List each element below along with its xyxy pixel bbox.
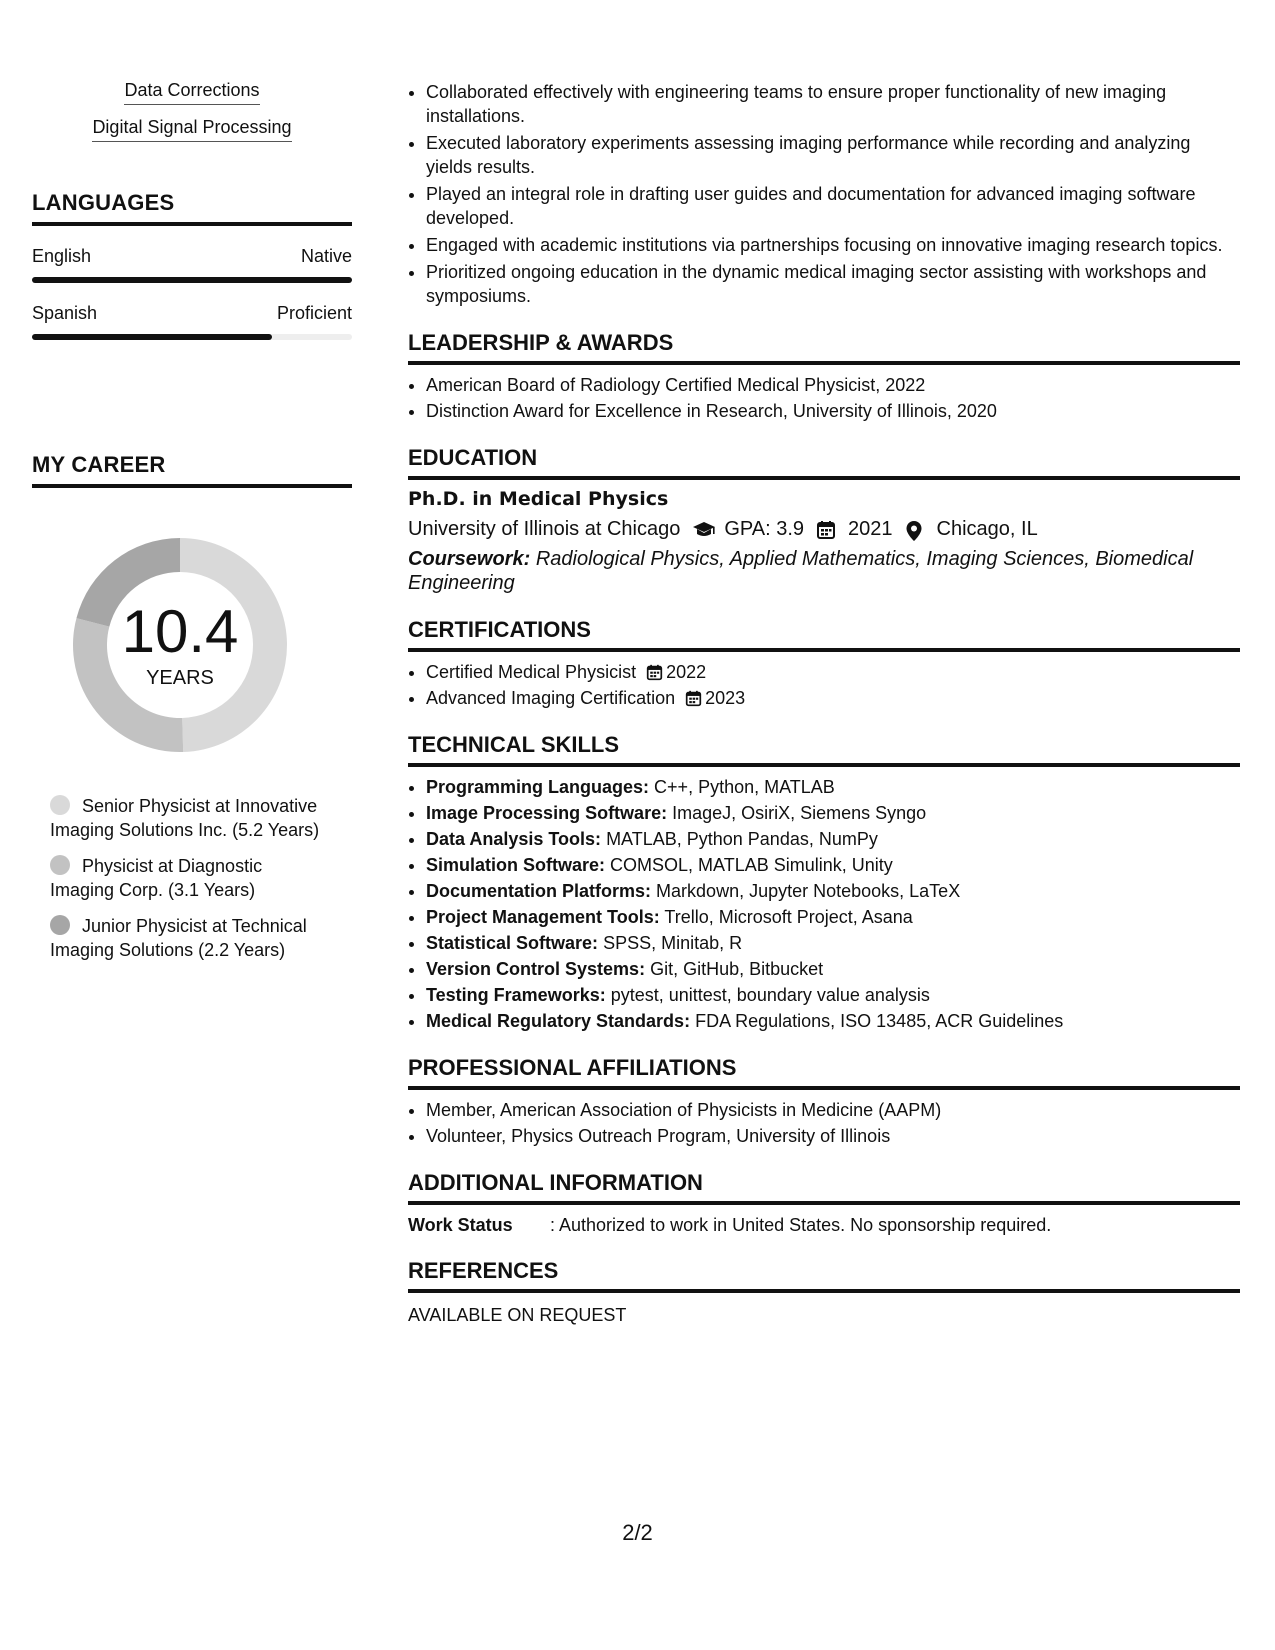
certification-item: [426, 660, 1240, 684]
skill-values: pytest, unittest, boundary value analysis: [610, 985, 930, 1005]
gpa: GPA: 3.9: [724, 518, 805, 540]
school-location: Chicago, IL: [936, 518, 1038, 540]
award-item: • Distinction Award for Excellence in Research, University of Illinois, 2020: [426, 399, 1240, 423]
technical-skill-item: [426, 905, 1240, 929]
technical-skill-item: [426, 1009, 1240, 1033]
career-legend-item: [50, 914, 330, 962]
skill-category: Medical Regulatory Standards:: [426, 1011, 691, 1031]
legend-swatch: [50, 855, 70, 875]
calendar-icon: [816, 520, 838, 540]
career-role-label: Senior Physicist at Innovative Imaging Solutions Inc. (5.2 Years): [50, 796, 320, 840]
skill-values: MATLAB, Python Pandas, NumPy: [606, 829, 878, 849]
right-column: [408, 80, 1240, 1326]
technical-skill-item: [426, 983, 1240, 1007]
skill-category: Version Control Systems:: [426, 959, 646, 979]
language-level-fill: [32, 277, 352, 283]
language-level-bar: [32, 334, 352, 340]
skill-values: Git, GitHub, Bitbucket: [650, 959, 824, 979]
languages-list: [32, 246, 352, 340]
technical-skill-item: [426, 957, 1240, 981]
language-level: Native: [300, 246, 352, 266]
career-total-unit: YEARS: [146, 666, 214, 689]
skill-values: COMSOL, MATLAB Simulink, Unity: [610, 855, 893, 875]
skill-tag: Data Corrections: [124, 80, 259, 105]
language-name: English: [32, 246, 92, 266]
technical-skill-item: [426, 853, 1240, 877]
languages-section: [32, 190, 352, 340]
references-text: AVAILABLE ON REQUEST: [408, 1305, 627, 1325]
legend-swatch: [50, 915, 70, 935]
skill-category: Project Management Tools:: [426, 907, 660, 927]
page-number: 2/2: [622, 1520, 653, 1545]
affiliations-heading: PROFESSIONAL AFFILIATIONS: [408, 1055, 1240, 1090]
affiliation-item: • Member, American Association of Physicists in Medicine (AAPM): [426, 1098, 1240, 1122]
certification-year: 2023: [705, 688, 746, 708]
coursework: [408, 547, 1240, 595]
skill-tag: Digital Signal Processing: [92, 117, 291, 142]
affiliations-list: [408, 1098, 1240, 1148]
work-status-row: [408, 1215, 1240, 1236]
language-level-fill: [32, 334, 272, 340]
certifications-list: [408, 660, 1240, 710]
language-level: Proficient: [276, 303, 352, 323]
additional-info-heading: ADDITIONAL INFORMATION: [408, 1170, 1240, 1205]
technical-skill-item: [426, 931, 1240, 955]
technical-skill-item: [426, 879, 1240, 903]
certification-year: 2022: [666, 662, 707, 682]
skill-category: Simulation Software:: [426, 855, 606, 875]
work-status-value: : Authorized to work in United States. No sponsorship required.: [550, 1215, 1052, 1235]
language-row: [32, 246, 352, 267]
technical-skill-item: [426, 827, 1240, 851]
language-level-bar: [32, 277, 352, 283]
technical-skills-heading: TECHNICAL SKILLS: [408, 732, 1240, 767]
certifications-heading: CERTIFICATIONS: [408, 617, 1240, 652]
leadership-heading: LEADERSHIP & AWARDS: [408, 330, 1240, 365]
skill-values: Markdown, Jupyter Notebooks, LaTeX: [656, 881, 961, 901]
award-item: • American Board of Radiology Certified Medical Physicist, 2022: [426, 373, 1240, 397]
experience-bullet: • Played an integral role in drafting user guides and documentation for advanced imaging software developed.: [426, 182, 1240, 230]
skill-category: Programming Languages:: [426, 777, 650, 797]
leadership-list: [408, 373, 1240, 423]
legend-swatch: [50, 795, 70, 815]
graduation-year: 2021: [848, 518, 893, 540]
technical-skill-item: [426, 801, 1240, 825]
certification-name: Advanced Imaging Certification: [426, 688, 676, 708]
coursework-list: Radiological Physics, Applied Mathematics, Imaging Sciences, Biomedical Engineering: [408, 548, 1194, 594]
school-name: University of Illinois at Chicago: [408, 518, 681, 540]
education-meta: [408, 518, 1240, 541]
skill-values: ImageJ, OsiriX, Siemens Syngo: [672, 803, 927, 823]
experience-bullets: [408, 80, 1240, 308]
technical-skill-item: [426, 775, 1240, 799]
skill-category: Data Analysis Tools:: [426, 829, 602, 849]
map-pin-icon: [905, 520, 927, 540]
skill-values: C++, Python, MATLAB: [654, 777, 835, 797]
certification-date: [685, 686, 745, 710]
coursework-label: Coursework:: [408, 548, 531, 570]
skill-values: Trello, Microsoft Project, Asana: [664, 907, 913, 927]
skill-category: Testing Frameworks:: [426, 985, 606, 1005]
education-heading: EDUCATION: [408, 445, 1240, 480]
affiliation-item: • Volunteer, Physics Outreach Program, University of Illinois: [426, 1124, 1240, 1148]
career-heading: MY CAREER: [32, 452, 352, 488]
graduation-cap-icon: [692, 520, 714, 540]
experience-bullet: • Collaborated effectively with engineering teams to ensure proper functionality of new imaging installations.: [426, 80, 1240, 128]
career-legend-item: [50, 794, 330, 842]
language-row: [32, 303, 352, 324]
skill-category: Image Processing Software:: [426, 803, 668, 823]
experience-bullet: • Engaged with academic institutions via partnerships focusing on innovative imaging research topics.: [426, 233, 1240, 257]
career-donut-chart: [65, 530, 295, 760]
experience-bullet: • Prioritized ongoing education in the dynamic medical imaging sector assisting with workshops and symposiums.: [426, 260, 1240, 308]
donut-center: [65, 530, 295, 760]
certification-item: [426, 686, 1240, 710]
language-name: Spanish: [32, 303, 98, 323]
calendar-icon: [646, 662, 666, 682]
references-heading: REFERENCES: [408, 1258, 1240, 1293]
languages-heading: LANGUAGES: [32, 190, 352, 226]
skill-category: Statistical Software:: [426, 933, 599, 953]
skill-category: Documentation Platforms:: [426, 881, 652, 901]
career-role-label: Junior Physicist at Technical Imaging Solutions (2.2 Years): [50, 916, 307, 960]
experience-bullet: • Executed laboratory experiments assessing imaging performance while recording and analyzing yields results.: [426, 131, 1240, 179]
left-column: [32, 80, 352, 960]
career-legend: [32, 794, 352, 962]
degree-title: Ph.D. in Medical Physics: [408, 488, 669, 510]
technical-skills-list: [408, 775, 1240, 1033]
career-role-label: Physicist at Diagnostic Imaging Corp. (3.1 Years): [50, 856, 263, 900]
certification-date: [646, 660, 706, 684]
career-legend-item: [50, 854, 330, 902]
calendar-icon: [685, 688, 705, 708]
career-section: [32, 452, 352, 974]
work-status-label: Work Status: [408, 1215, 513, 1235]
skill-values: SPSS, Minitab, R: [603, 933, 743, 953]
certification-name: Certified Medical Physicist: [426, 662, 637, 682]
skill-values: FDA Regulations, ISO 13485, ACR Guidelines: [695, 1011, 1064, 1031]
career-total-years: 10.4: [121, 597, 239, 665]
